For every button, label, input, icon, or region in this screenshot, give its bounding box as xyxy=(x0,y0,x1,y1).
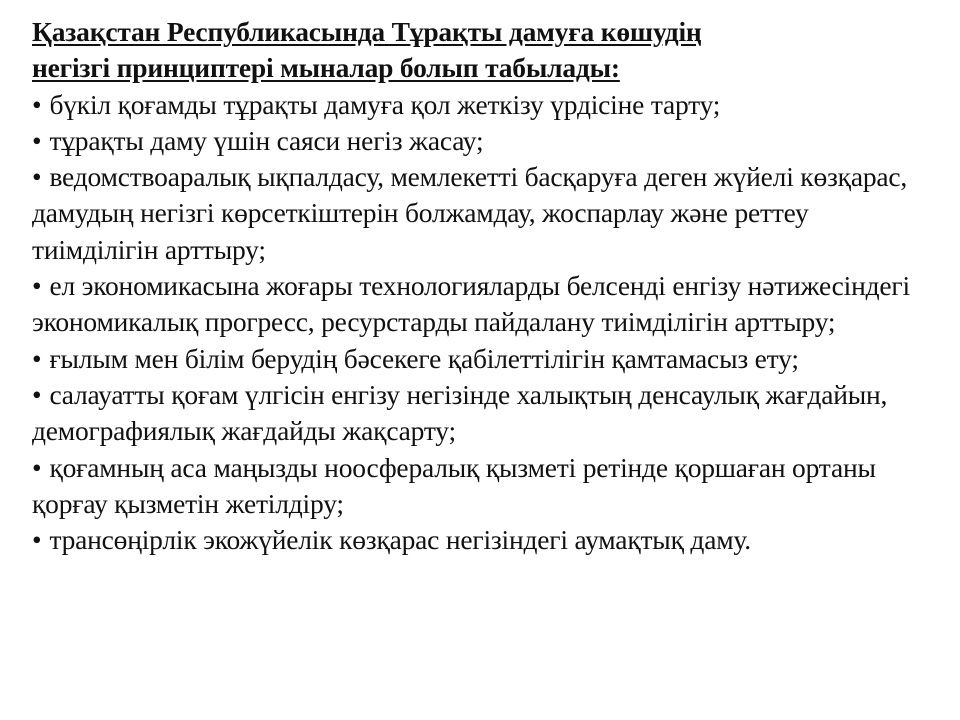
heading-line: негізгі принциптері мыналар болып табылады: xyxy=(32,52,620,84)
list-item xyxy=(32,450,932,523)
list-item xyxy=(32,123,932,159)
list-item-text: бүкіл қоғамды тұрақты дамуға қол жеткізу үрдісіне тарту; xyxy=(49,88,721,120)
slide-content xyxy=(32,14,932,558)
list-item-text: ғылым мен білім берудің бәсекеге қабілеттілігін қамтамасыз ету; xyxy=(49,342,799,374)
list-item-text: қоғамның аса маңызды ноосфералық қызметі ретінде қоршаған ортаны қорғау қызметін жетілдіру; xyxy=(32,451,876,519)
list-item xyxy=(32,377,932,450)
bullet-icon: • xyxy=(32,451,42,483)
slide-heading xyxy=(32,14,932,87)
list-item-text: трансөңірлік экожүйелік көзқарас негізіндегі аумақтық даму. xyxy=(49,524,751,556)
heading-line: Қазақстан Республикасында Тұрақты дамуға көшудің xyxy=(32,16,702,47)
list-item-text: тұрақты даму үшін саяси негіз жасау; xyxy=(49,124,484,156)
list-item xyxy=(32,522,932,558)
bullet-icon: • xyxy=(32,378,42,410)
bullet-icon: • xyxy=(32,524,42,556)
bullet-icon: • xyxy=(32,124,42,156)
bullet-icon: • xyxy=(32,342,42,374)
list-item-text: ел экономикасына жоғары технологияларды белсенді енгізу нәтижесіндегі экономикалық прогресс, ресурстарды пайдалану тиімділігін арттыру; xyxy=(32,270,910,338)
list-item-text: салауатты қоғам үлгісін енгізу негізінде халықтың денсаулық жағдайын, демографиялық жағдайды жақсарту; xyxy=(32,378,888,447)
bullet-icon: • xyxy=(32,161,42,193)
bullet-icon: • xyxy=(32,270,42,302)
principles-list xyxy=(32,87,932,559)
list-item xyxy=(32,341,932,377)
list-item-text: ведомствоаралық ықпалдасу, мемлекетті басқаруға деген жүйелі көзқарас, дамудың негізгі көрсеткіштерін болжамдау, жоспарлау және реттеу тиімділігін арттыру; xyxy=(32,161,908,265)
list-item xyxy=(32,268,932,341)
list-item xyxy=(32,87,932,123)
bullet-icon: • xyxy=(32,88,42,120)
list-item xyxy=(32,159,932,268)
